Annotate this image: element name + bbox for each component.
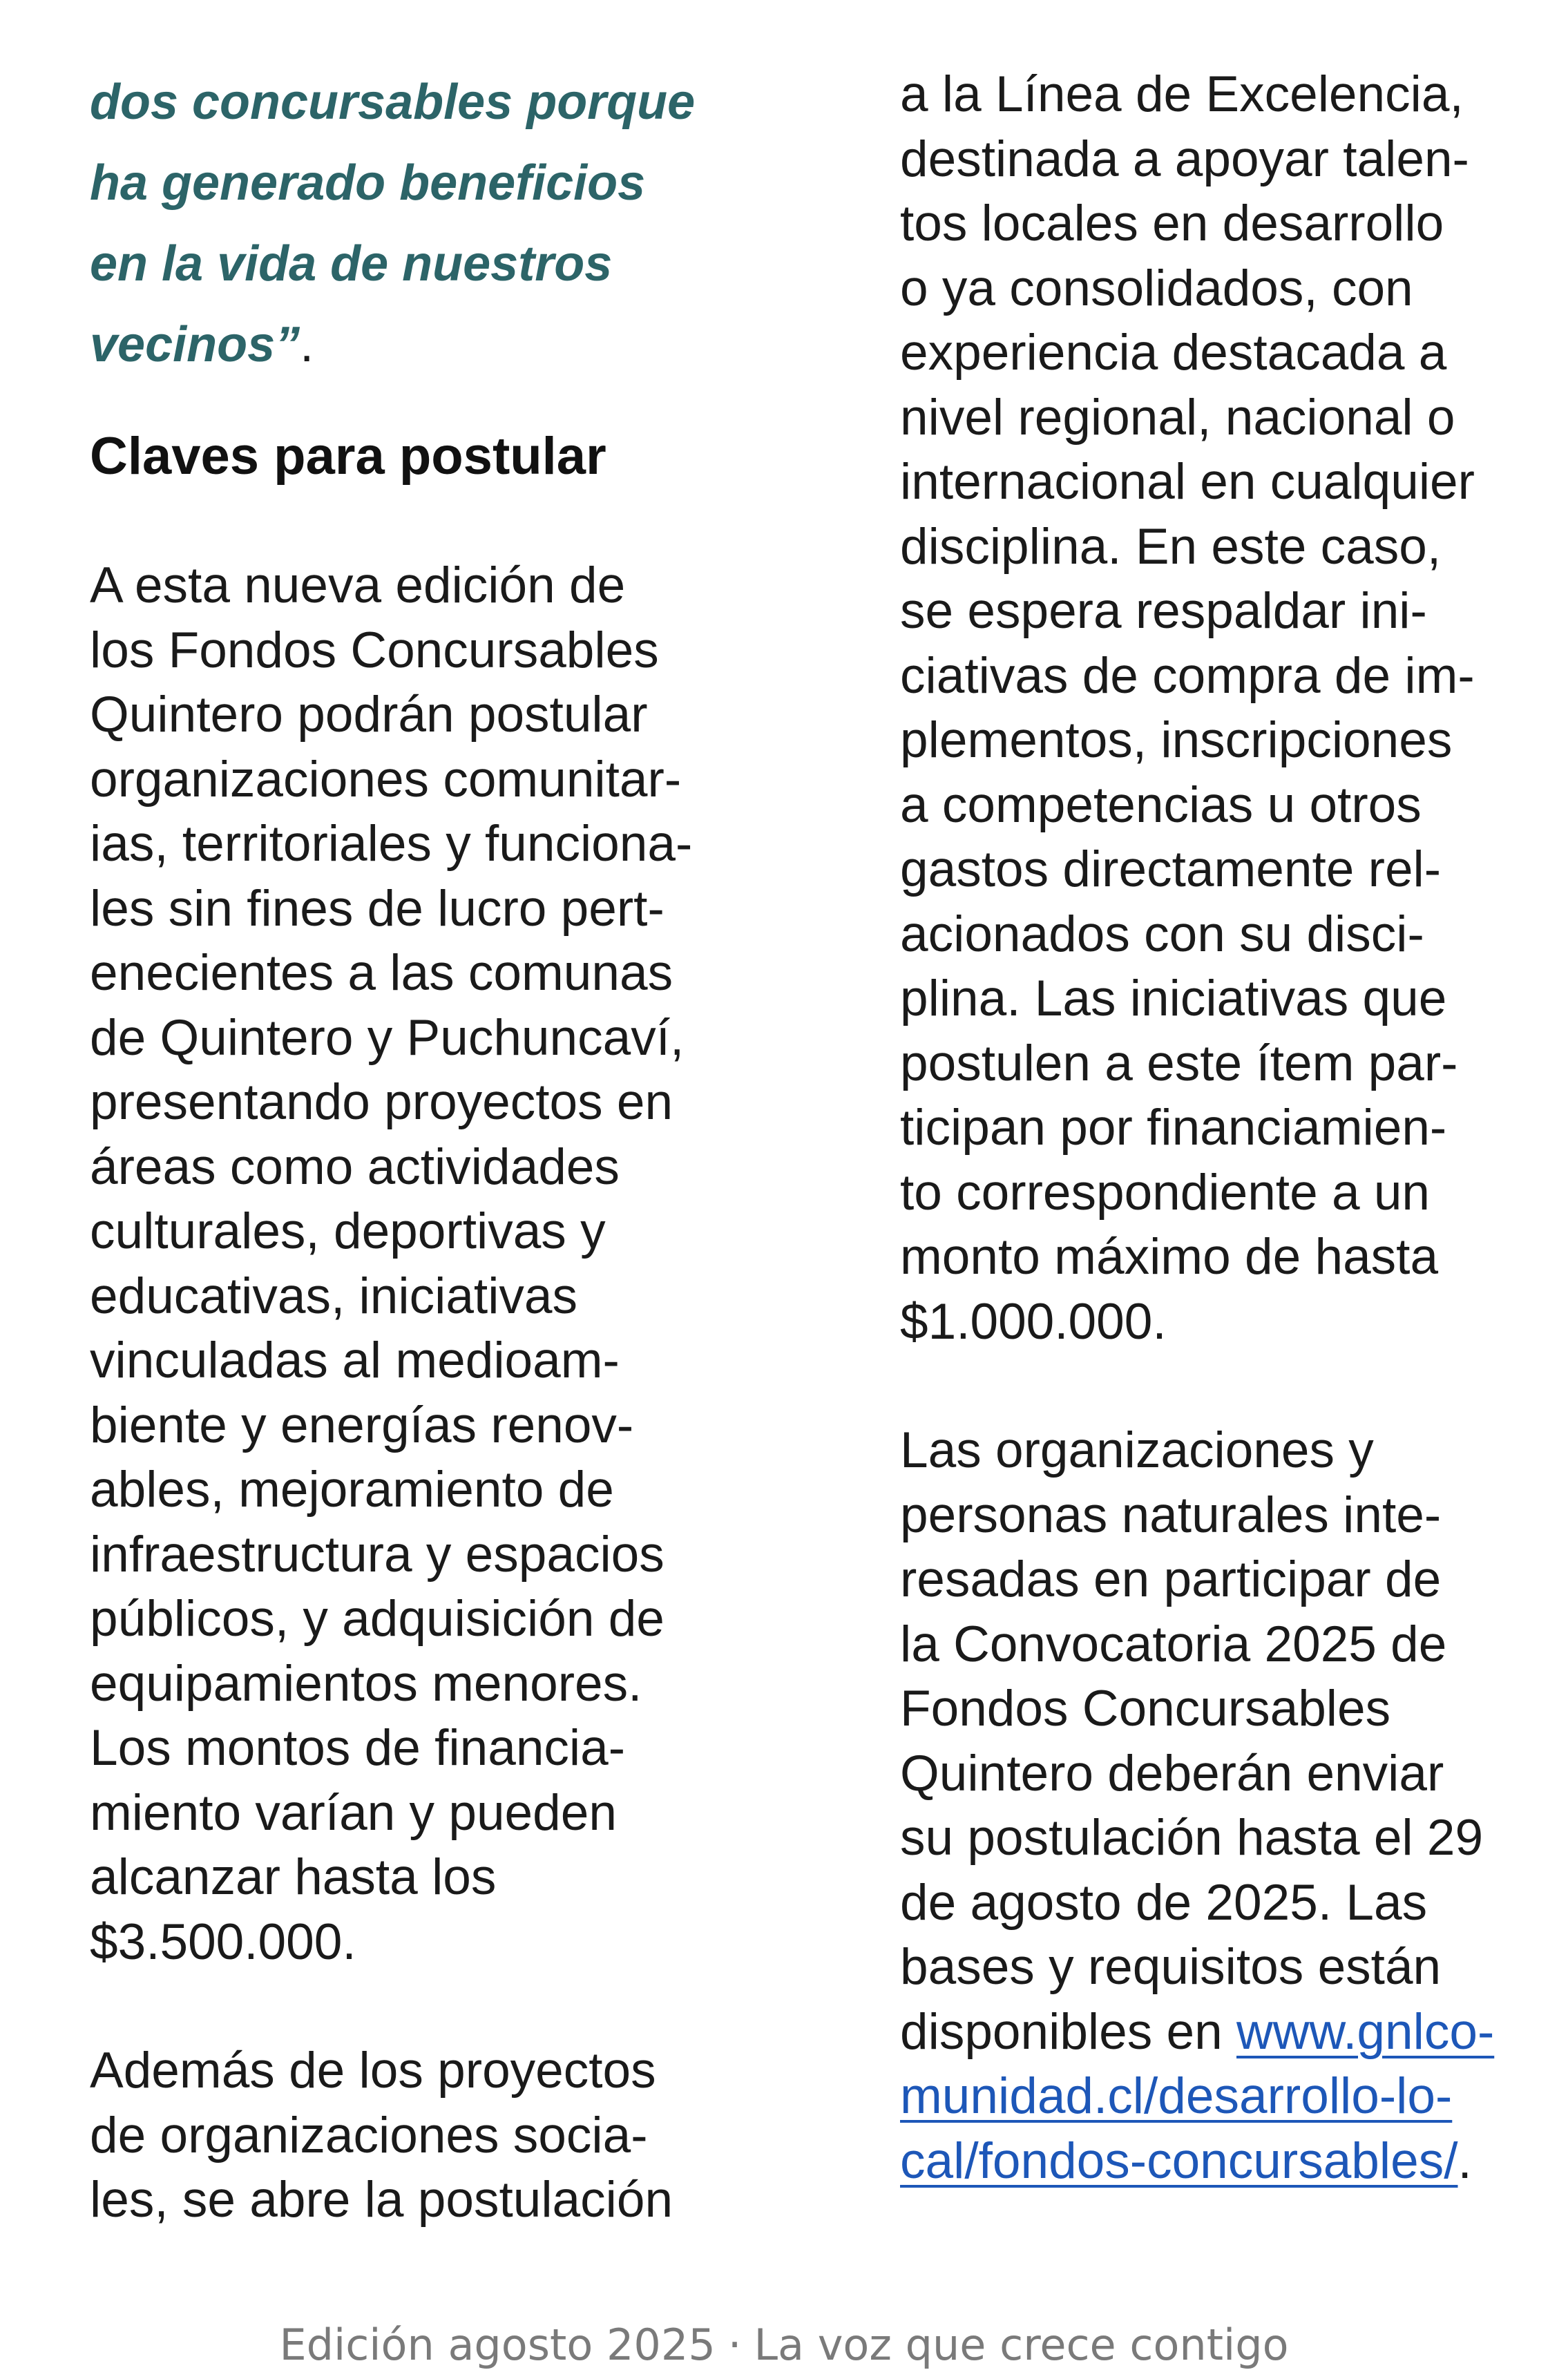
quote-period: . xyxy=(300,317,314,372)
text-line: acionados con su disci- xyxy=(900,906,1424,962)
text-line: equipamientos menores. xyxy=(90,1655,642,1712)
text-line: personas naturales inte- xyxy=(900,1487,1442,1543)
text-line: plina. Las iniciativas que xyxy=(900,971,1447,1026)
text-line: les sin fines de lucro pert- xyxy=(90,880,665,937)
text-line: Los montos de financia- xyxy=(90,1720,626,1776)
text-line: alcanzar hasta los xyxy=(90,1849,497,1905)
text-line: bases y requisitos están xyxy=(900,1939,1442,1995)
text-line: destinada a apoyar talen- xyxy=(900,131,1469,187)
link-line xyxy=(900,2129,1536,2194)
quote-line-last xyxy=(90,305,781,385)
footer-edition: Edición agosto 2025 xyxy=(279,2320,716,2370)
text-line: ticipan por financiamien- xyxy=(900,1100,1447,1156)
text-line: de Quintero y Puchuncaví, xyxy=(90,1009,685,1066)
text-line: de organizaciones socia- xyxy=(90,2107,648,2163)
text-line: vinculadas al medioam- xyxy=(90,1332,620,1388)
text-line: to correspondiente a un xyxy=(900,1164,1431,1221)
text-line: les, se abre la postulación xyxy=(90,2172,673,2228)
link-line xyxy=(900,2064,1536,2129)
fondos-link[interactable]: www.gnlco- xyxy=(1236,2003,1495,2060)
page-footer xyxy=(0,2320,1568,2370)
text-line: disciplina. En este caso, xyxy=(900,518,1442,575)
link-intro: disponibles en xyxy=(900,2003,1237,2060)
text-line: los Fondos Concursables xyxy=(90,622,659,678)
text-line: Fondos Concursables xyxy=(900,1681,1391,1737)
text-line: $3.500.000. xyxy=(90,1913,356,1970)
text-line: enecientes a las comunas xyxy=(90,945,673,1001)
text-line: la Convocatoria 2025 de xyxy=(900,1616,1447,1672)
link-line xyxy=(900,2000,1536,2065)
paragraph-eligibility xyxy=(90,553,781,1974)
pull-quote xyxy=(90,62,781,385)
text-line: gastos directamente rel- xyxy=(900,841,1442,897)
text-line: plementos, inscripciones xyxy=(900,712,1453,768)
quote-line: en la vida de nuestros xyxy=(90,236,613,292)
text-line: miento varían y pueden xyxy=(90,1784,617,1841)
text-line: Las organizaciones y xyxy=(900,1422,1374,1478)
text-line: tos locales en desarrollo xyxy=(900,195,1444,251)
text-line: $1.000.000. xyxy=(900,1293,1167,1350)
text-line: resadas en participar de xyxy=(900,1551,1442,1607)
text-line: a competencias u otros xyxy=(900,776,1422,833)
text-line: Además de los proyectos xyxy=(90,2043,656,2099)
deadline-lines xyxy=(900,1418,1536,2000)
text-line: infraestructura y espacios xyxy=(90,1526,665,1583)
link-period: . xyxy=(1457,2132,1472,2189)
footer-separator: · xyxy=(727,2320,742,2370)
text-line: A esta nueva edición de xyxy=(90,557,626,613)
text-line: educativas, iniciativas xyxy=(90,1268,578,1324)
text-line: nivel regional, nacional o xyxy=(900,389,1455,446)
text-line: presentando proyectos en xyxy=(90,1074,673,1130)
paragraph-deadline xyxy=(900,1418,1536,2193)
section-heading: Claves para postular xyxy=(90,427,606,486)
footer-tagline: La voz que crece contigo xyxy=(754,2320,1289,2370)
right-column xyxy=(900,62,1536,2193)
text-line: se espera respaldar ini- xyxy=(900,583,1427,639)
left-column xyxy=(90,62,781,2233)
paragraph-excellence-line xyxy=(900,62,1536,1354)
text-line: experiencia destacada a xyxy=(900,325,1447,381)
text-line: Quintero deberán enviar xyxy=(900,1745,1444,1802)
quote-line: dos concursables porque xyxy=(90,75,696,130)
text-line: organizaciones comunitar- xyxy=(90,751,682,808)
text-line: a la Línea de Excelencia, xyxy=(900,66,1464,122)
paragraph-excellence-intro xyxy=(90,2038,781,2233)
quote-line-text: vecinos” xyxy=(90,317,300,372)
text-line: o ya consolidados, con xyxy=(900,260,1413,316)
text-line: públicos, y adquisición de xyxy=(90,1591,665,1647)
fondos-link-continued[interactable]: munidad.cl/desarrollo-lo- xyxy=(900,2068,1453,2124)
text-line: biente y energías renov- xyxy=(90,1397,634,1453)
text-line: Quintero podrán postular xyxy=(90,687,648,743)
text-line: áreas como actividades xyxy=(90,1138,620,1195)
text-line: monto máximo de hasta xyxy=(900,1229,1439,1285)
fondos-link-end[interactable]: cal/fondos-concursables/ xyxy=(900,2132,1458,2189)
text-line: postulen a este ítem par- xyxy=(900,1035,1458,1091)
text-line: ables, mejoramiento de xyxy=(90,1462,614,1518)
text-line: culturales, deportivas y xyxy=(90,1203,606,1259)
text-line: ias, territoriales y funciona- xyxy=(90,816,693,872)
text-line: su postulación hasta el 29 xyxy=(900,1810,1484,1866)
text-line: ciativas de compra de im- xyxy=(900,647,1475,704)
text-line: internacional en cualquier xyxy=(900,454,1475,510)
text-line: de agosto de 2025. Las xyxy=(900,1874,1428,1931)
quote-line: ha generado beneficios xyxy=(90,155,646,211)
